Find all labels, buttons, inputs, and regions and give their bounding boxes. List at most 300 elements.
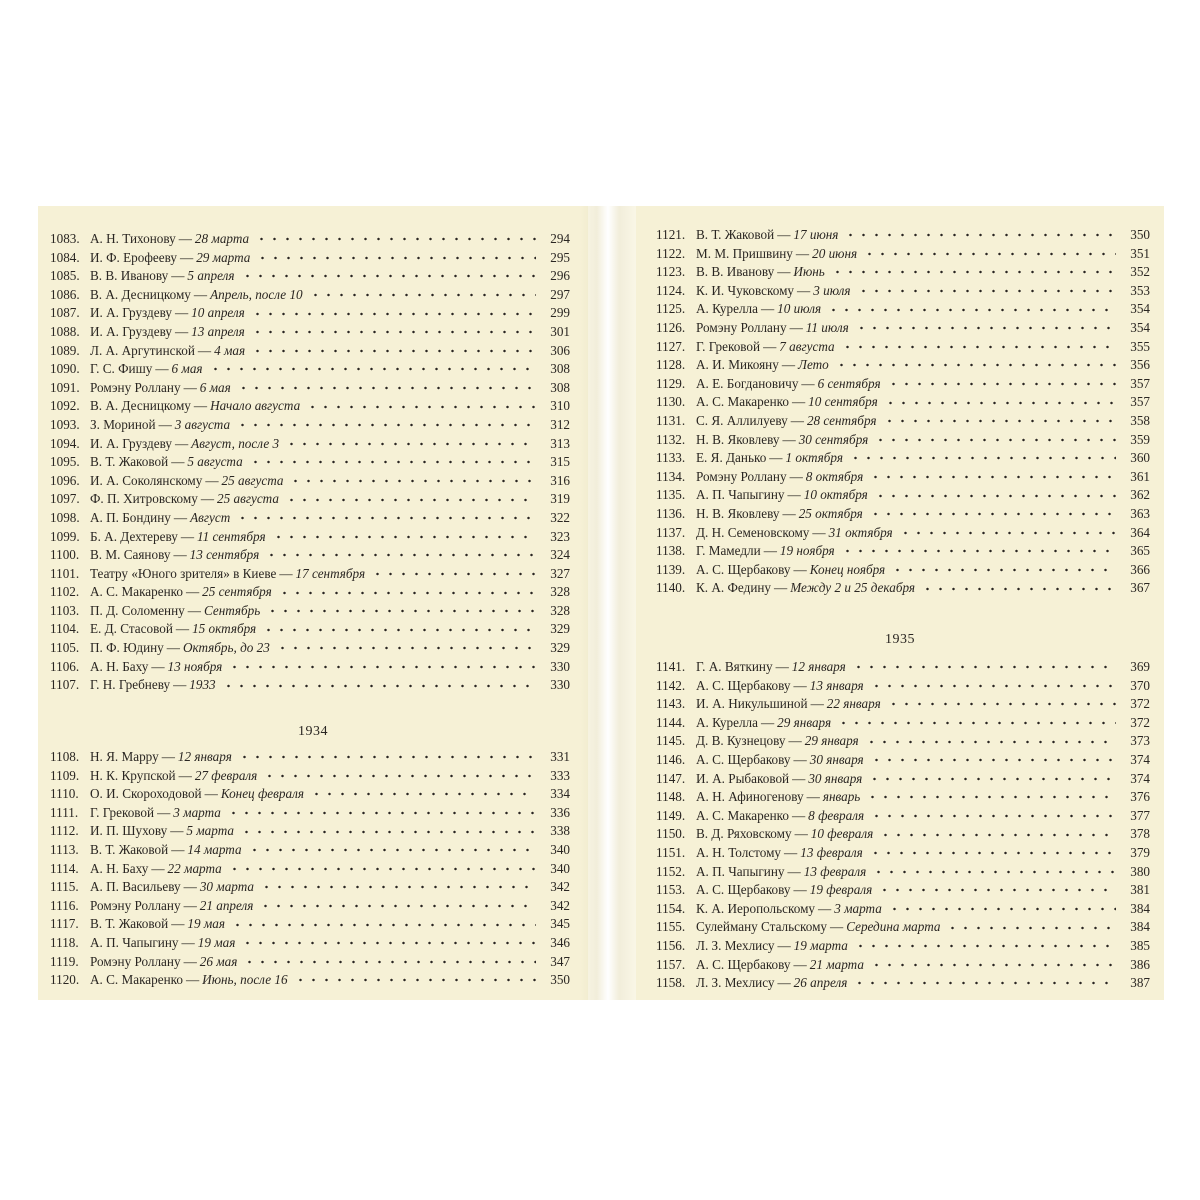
entry-recipient: А. С. Макаренко	[90, 584, 183, 600]
leader-dots	[852, 665, 1116, 669]
entry-date: 29 января	[804, 733, 859, 749]
entry-dash: —	[763, 338, 777, 354]
leader-dots	[855, 326, 1116, 330]
entry-date: 10 апреля	[191, 305, 245, 321]
entry-number: 1134.	[656, 468, 686, 484]
entry-recipient: И. А. Рыбаковой	[696, 770, 790, 786]
leader-dots	[248, 848, 536, 852]
toc-entry	[50, 804, 570, 823]
leader-dots	[285, 498, 536, 502]
entry-page-number: 301	[550, 323, 570, 339]
entry-dash: —	[760, 301, 775, 317]
entry-number: 1094.	[50, 435, 80, 451]
entry-date: 17 июня	[793, 227, 839, 242]
entry-number: 1096.	[50, 472, 80, 488]
entry-page-number: 338	[550, 823, 570, 839]
entry-date: 30 сентября	[798, 431, 869, 447]
entry-number: 1143.	[656, 696, 686, 712]
entry-number: 1095.	[50, 454, 80, 470]
entry-dash: —	[171, 454, 185, 470]
entry-page-number: 357	[1130, 394, 1150, 410]
toc-entry	[50, 453, 570, 472]
entry-dash: —	[180, 249, 194, 265]
entry-number: 1112.	[50, 823, 79, 839]
toc-entry	[656, 844, 1150, 863]
right-page	[636, 206, 1164, 1000]
entry-dash: —	[205, 472, 219, 488]
entry-number: 1113.	[50, 841, 79, 857]
entry-page-number: 323	[550, 528, 570, 544]
entry-page-number: 374	[1130, 770, 1150, 786]
entry-number: 1099.	[50, 528, 80, 544]
entry-recipient: А. С. Щербакову	[696, 882, 791, 898]
entry-page-number: 331	[550, 749, 570, 764]
entry-dash: —	[193, 398, 208, 414]
entry-page-number: 370	[1130, 677, 1150, 693]
entry-date: 30 января	[808, 770, 863, 786]
entry-recipient: В. А. Десницкому	[90, 286, 191, 302]
entry-number: 1123.	[656, 264, 686, 280]
entry-dash: —	[161, 749, 175, 764]
toc-entry	[656, 300, 1150, 319]
entry-recipient: Ф. П. Хитровскому	[90, 491, 198, 507]
entry-date: Июнь	[793, 264, 825, 280]
entry-dash: —	[763, 543, 777, 559]
entry-number: 1121.	[656, 227, 686, 242]
entry-number: 1139.	[656, 561, 686, 577]
entry-recipient: В. Т. Жаковой	[90, 916, 169, 932]
entry-date: 5 марта	[186, 823, 234, 839]
toc-entry	[656, 282, 1150, 301]
entry-page-number: 310	[550, 398, 570, 414]
entry-page-number: 329	[550, 640, 570, 656]
entry-number: 1127.	[656, 338, 686, 354]
entry-number: 1137.	[656, 524, 686, 540]
toc-entry	[656, 338, 1150, 357]
entry-dash: —	[777, 264, 791, 280]
entry-number: 1084.	[50, 249, 80, 265]
entry-number: 1140.	[656, 580, 686, 596]
entry-recipient: Театру «Юного зрителя» в Киеве	[90, 565, 277, 581]
entry-page-number: 378	[1130, 826, 1150, 842]
entry-number: 1133.	[656, 450, 686, 466]
leader-dots	[256, 256, 536, 260]
entry-number: 1158.	[656, 975, 686, 991]
entry-number: 1136.	[656, 505, 686, 521]
leader-dots	[259, 904, 536, 908]
entry-page-number: 360	[1130, 450, 1150, 466]
toc-entry	[50, 953, 570, 972]
toc-entry	[50, 841, 570, 860]
entry-dash: —	[171, 268, 185, 284]
entry-page-number: 357	[1130, 375, 1150, 391]
entry-page-number: 324	[550, 547, 570, 563]
entry-dash: —	[806, 789, 820, 805]
entry-recipient: Д. Н. Семеновскому	[696, 524, 810, 540]
entry-recipient: П. Д. Соломенну	[90, 602, 185, 618]
toc-entry	[50, 267, 570, 286]
entry-recipient: А. С. Щербакову	[696, 956, 791, 972]
entry-recipient: А. И. Микояну	[696, 357, 779, 373]
entry-page-number: 358	[1130, 412, 1150, 428]
entry-recipient: Ромэну Роллану	[90, 953, 181, 969]
entry-recipient: Г. Н. Гребневу	[90, 677, 171, 693]
entry-date: Конец ноября	[809, 561, 886, 577]
entry-page-number: 366	[1130, 561, 1150, 577]
entry-number: 1144.	[656, 714, 686, 730]
entry-recipient: Л. А. Аргутинской	[90, 342, 195, 358]
entry-recipient: Ромэну Роллану	[90, 897, 181, 913]
entry-date: 22 марта	[167, 860, 222, 876]
entry-recipient: Л. З. Мехлису	[696, 975, 775, 991]
entry-number: 1142.	[656, 677, 686, 693]
entry-date: 19 февраля	[809, 882, 873, 898]
entry-recipient: Н. Я. Марру	[90, 749, 159, 764]
leader-dots	[878, 888, 1116, 892]
entry-date: 13 ноября	[167, 658, 223, 674]
entry-page-number: 361	[1130, 468, 1150, 484]
entry-page-number: 377	[1130, 807, 1150, 823]
entry-dash: —	[797, 282, 811, 298]
leader-dots	[285, 442, 536, 446]
entry-number: 1122.	[656, 245, 686, 261]
entry-recipient: В. В. Иванову	[696, 264, 775, 280]
toc-entry	[656, 956, 1150, 975]
entry-dash: —	[183, 953, 197, 969]
toc-entry	[50, 860, 570, 879]
entry-page-number: 365	[1130, 543, 1150, 559]
entry-date: 4 мая	[214, 342, 246, 358]
leader-dots	[874, 438, 1116, 442]
entry-recipient: Н. В. Яковлеву	[696, 505, 780, 521]
leader-dots	[869, 512, 1116, 516]
entry-date: 21 марта	[809, 956, 864, 972]
entry-date: 25 октября	[798, 505, 863, 521]
leader-dots	[841, 549, 1116, 553]
entry-recipient: В. М. Саянову	[90, 547, 171, 563]
entry-date: 10 октября	[803, 487, 868, 503]
entry-date: Октябрь, до 23	[182, 640, 270, 656]
entry-dash: —	[791, 807, 806, 823]
leader-dots	[899, 531, 1116, 535]
entry-page-number: 376	[1130, 789, 1150, 805]
entry-page-number: 350	[550, 972, 570, 988]
toc-entry	[656, 807, 1150, 826]
entry-number: 1131.	[656, 412, 686, 428]
toc-entry	[50, 360, 570, 379]
toc-entry	[50, 639, 570, 658]
leader-dots	[866, 795, 1116, 799]
entry-date: 25 августа	[217, 491, 279, 507]
entry-dash: —	[793, 882, 807, 898]
entry-date: 3 июля	[813, 282, 851, 298]
entry-number: 1083.	[50, 231, 80, 246]
entry-date: 19 марта	[793, 937, 848, 953]
entry-recipient: И. П. Шухову	[90, 823, 168, 839]
toc-entry	[656, 356, 1150, 375]
entry-dash: —	[774, 580, 788, 596]
entry-recipient: Д. В. Кузнецову	[696, 733, 786, 749]
entry-page-number: 385	[1130, 937, 1150, 953]
entry-date: Начало августа	[210, 398, 301, 414]
entry-date: 10 сентября	[808, 394, 878, 410]
entry-number: 1124.	[656, 282, 686, 298]
entry-date: 29 марта	[196, 249, 251, 265]
leader-dots	[887, 382, 1116, 386]
entry-date: 30 марта	[199, 879, 255, 895]
entry-date: 13 февраля	[800, 844, 863, 860]
entry-date: Конец февраля	[220, 786, 304, 802]
leader-dots	[222, 684, 536, 688]
entry-number: 1108.	[50, 749, 80, 764]
entry-number: 1106.	[50, 658, 80, 674]
entry-recipient: К. А. Федину	[696, 580, 772, 596]
entry-recipient: К. И. Чуковскому	[696, 282, 795, 298]
leader-dots	[874, 494, 1116, 498]
entry-number: 1090.	[50, 361, 80, 377]
toc-entry	[656, 542, 1150, 561]
entry-page-number: 353	[1130, 282, 1150, 298]
entry-recipient: С. Я. Аллилуеву	[696, 412, 788, 428]
entry-dash: —	[157, 804, 171, 820]
entry-recipient: Н. В. Яковлеву	[696, 431, 780, 447]
leader-dots	[266, 609, 536, 613]
left-entries-top	[38, 230, 588, 695]
entry-page-number: 336	[550, 804, 570, 820]
entry-date: 19 мая	[187, 916, 225, 932]
entry-date: 12 января	[177, 749, 232, 764]
entry-recipient: В. Т. Жаковой	[90, 454, 169, 470]
entry-number: 1087.	[50, 305, 80, 321]
entry-number: 1149.	[656, 807, 686, 823]
toc-entry	[656, 863, 1150, 882]
entry-number: 1130.	[656, 394, 686, 410]
leader-dots	[870, 684, 1116, 688]
entry-date: 19 мая	[197, 934, 236, 950]
entry-date: Лето	[798, 357, 829, 373]
entry-page-number: 328	[550, 602, 570, 618]
leader-dots	[869, 475, 1116, 479]
entry-date: 11 июля	[805, 319, 849, 335]
leader-dots	[827, 308, 1116, 312]
entry-date: Август, после 3	[191, 435, 280, 451]
leader-dots	[209, 367, 536, 371]
entry-page-number: 379	[1130, 844, 1150, 860]
entry-page-number: 328	[550, 584, 570, 600]
entry-page-number: 380	[1130, 863, 1150, 879]
leader-dots	[276, 646, 536, 650]
toc-entry	[656, 770, 1150, 789]
entry-dash: —	[170, 823, 184, 839]
entry-date: Между 2 и 25 декабря	[790, 580, 916, 596]
toc-entry	[50, 785, 570, 804]
entry-page-number: 347	[550, 953, 570, 969]
toc-entry	[656, 431, 1150, 450]
entry-number: 1119.	[50, 953, 79, 969]
entry-dash: —	[777, 227, 791, 242]
entry-recipient: В. Т. Жаковой	[696, 227, 775, 242]
entry-page-number: 373	[1130, 733, 1150, 749]
toc-entry	[656, 245, 1150, 264]
toc-entry	[656, 881, 1150, 900]
toc-entry	[656, 900, 1150, 919]
entry-page-number: 374	[1130, 751, 1150, 767]
entry-number: 1145.	[656, 733, 686, 749]
entry-date: 14 марта	[187, 841, 242, 857]
entry-date: 17 сентября	[295, 565, 366, 581]
entry-page-number: 330	[550, 677, 570, 693]
toc-entry	[656, 561, 1150, 580]
toc-entry	[656, 579, 1150, 598]
entry-page-number: 312	[550, 416, 570, 432]
entry-dash: —	[197, 342, 212, 358]
entry-date: 21 апреля	[199, 897, 254, 913]
toc-entry	[656, 732, 1150, 751]
entry-dash: —	[166, 640, 180, 656]
entry-number: 1148.	[656, 789, 686, 805]
entry-date: Июнь, после 16	[202, 972, 288, 988]
toc-entry	[50, 249, 570, 268]
entry-number: 1135.	[656, 487, 686, 503]
entry-dash: —	[279, 565, 293, 581]
leader-dots	[863, 252, 1116, 256]
entry-recipient: Г. Грековой	[696, 338, 761, 354]
entry-number: 1107.	[50, 677, 80, 693]
entry-recipient: Г. Мамедли	[696, 543, 761, 559]
entry-dash: —	[793, 677, 807, 693]
entry-date: 13 апреля	[191, 323, 245, 339]
toc-entry	[50, 472, 570, 491]
entry-date: 13 января	[809, 677, 864, 693]
leader-dots	[240, 830, 536, 834]
leader-dots	[241, 274, 537, 278]
entry-dash: —	[788, 733, 802, 749]
entry-page-number: 327	[550, 565, 570, 581]
entry-dash: —	[789, 468, 803, 484]
entry-dash: —	[793, 561, 807, 577]
entry-number: 1100.	[50, 547, 80, 563]
leader-dots	[228, 665, 536, 669]
entry-page-number: 372	[1130, 696, 1150, 712]
leader-dots	[306, 405, 536, 409]
entry-dash: —	[173, 547, 187, 563]
leader-dots	[249, 460, 536, 464]
entry-page-number: 355	[1130, 338, 1150, 354]
toc-entry	[50, 286, 570, 305]
entry-number: 1156.	[656, 937, 686, 953]
entry-recipient: И. А. Груздеву	[90, 305, 172, 321]
entry-date: 28 сентября	[806, 412, 877, 428]
entry-number: 1101.	[50, 565, 80, 581]
entry-number: 1097.	[50, 491, 80, 507]
entry-page-number: 342	[550, 897, 570, 913]
entry-page-number: 369	[1130, 659, 1150, 674]
toc-entry	[50, 897, 570, 916]
entry-page-number: 330	[550, 658, 570, 674]
entry-dash: —	[174, 305, 189, 321]
entry-dash: —	[769, 450, 783, 466]
entry-page-number: 381	[1130, 882, 1150, 898]
entry-date: 20 июня	[812, 245, 858, 261]
book-gutter	[580, 206, 636, 1000]
entry-date: 19 ноября	[779, 543, 835, 559]
entry-number: 1157.	[656, 956, 686, 972]
entry-recipient: И. А. Никульшиной	[696, 696, 808, 712]
entry-dash: —	[151, 860, 165, 876]
entry-page-number: 386	[1130, 956, 1150, 972]
entry-recipient: Г. С. Фишу	[90, 361, 153, 377]
entry-number: 1125.	[656, 301, 686, 317]
toc-entry	[50, 915, 570, 934]
toc-entry	[656, 695, 1150, 714]
entry-dash: —	[775, 659, 789, 674]
leader-dots	[844, 233, 1116, 237]
entry-number: 1089.	[50, 342, 80, 358]
toc-entry	[50, 416, 570, 435]
entry-date: 8 октября	[805, 468, 864, 484]
leader-dots	[227, 811, 536, 815]
leader-dots	[887, 702, 1116, 706]
entry-recipient: В. Т. Жаковой	[90, 841, 169, 857]
right-entries-top	[636, 226, 1164, 598]
leader-dots	[883, 419, 1117, 423]
entry-recipient: А. С. Щербакову	[696, 751, 791, 767]
entry-number: 1093.	[50, 416, 80, 432]
entry-dash: —	[178, 231, 192, 246]
entry-page-number: 319	[550, 491, 570, 507]
toc-entry	[50, 676, 570, 695]
entry-dash: —	[784, 844, 798, 860]
entry-number: 1132.	[656, 431, 686, 447]
entry-recipient: Е. Я. Данько	[696, 450, 767, 466]
entry-date: январь	[822, 789, 861, 805]
entry-page-number: 350	[1130, 227, 1150, 242]
entry-date: 5 апреля	[187, 268, 235, 284]
toc-entry	[656, 412, 1150, 431]
leader-dots	[870, 963, 1116, 967]
entry-recipient: А. Н. Тихонову	[90, 231, 176, 246]
entry-recipient: А. Н. Толстому	[696, 844, 782, 860]
leader-dots	[841, 345, 1116, 349]
leader-dots	[251, 349, 536, 353]
toc-entry	[656, 375, 1150, 394]
entry-dash: —	[151, 658, 165, 674]
entry-dash: —	[818, 900, 832, 916]
entry-number: 1104.	[50, 621, 80, 637]
leader-dots	[278, 591, 536, 595]
entry-recipient: А. С. Макаренко	[696, 394, 789, 410]
entry-date: 6 мая	[199, 379, 231, 395]
toc-entry	[50, 342, 570, 361]
entry-page-number: 313	[550, 435, 570, 451]
entry-dash: —	[158, 416, 172, 432]
entry-page-number: 356	[1130, 357, 1150, 373]
toc-entry	[656, 226, 1150, 245]
entry-number: 1152.	[656, 863, 686, 879]
entry-recipient: К. А. Иеропольскому	[696, 900, 816, 916]
leader-dots	[371, 572, 536, 576]
entry-page-number: 308	[550, 379, 570, 395]
entry-dash: —	[174, 323, 189, 339]
leader-dots	[237, 386, 536, 390]
toc-entry	[50, 583, 570, 602]
entry-dash: —	[760, 714, 775, 730]
entry-dash: —	[180, 528, 195, 544]
leader-dots	[272, 535, 536, 539]
leader-dots	[265, 553, 536, 557]
entry-dash: —	[174, 435, 189, 451]
entry-date: 22 января	[826, 696, 881, 712]
